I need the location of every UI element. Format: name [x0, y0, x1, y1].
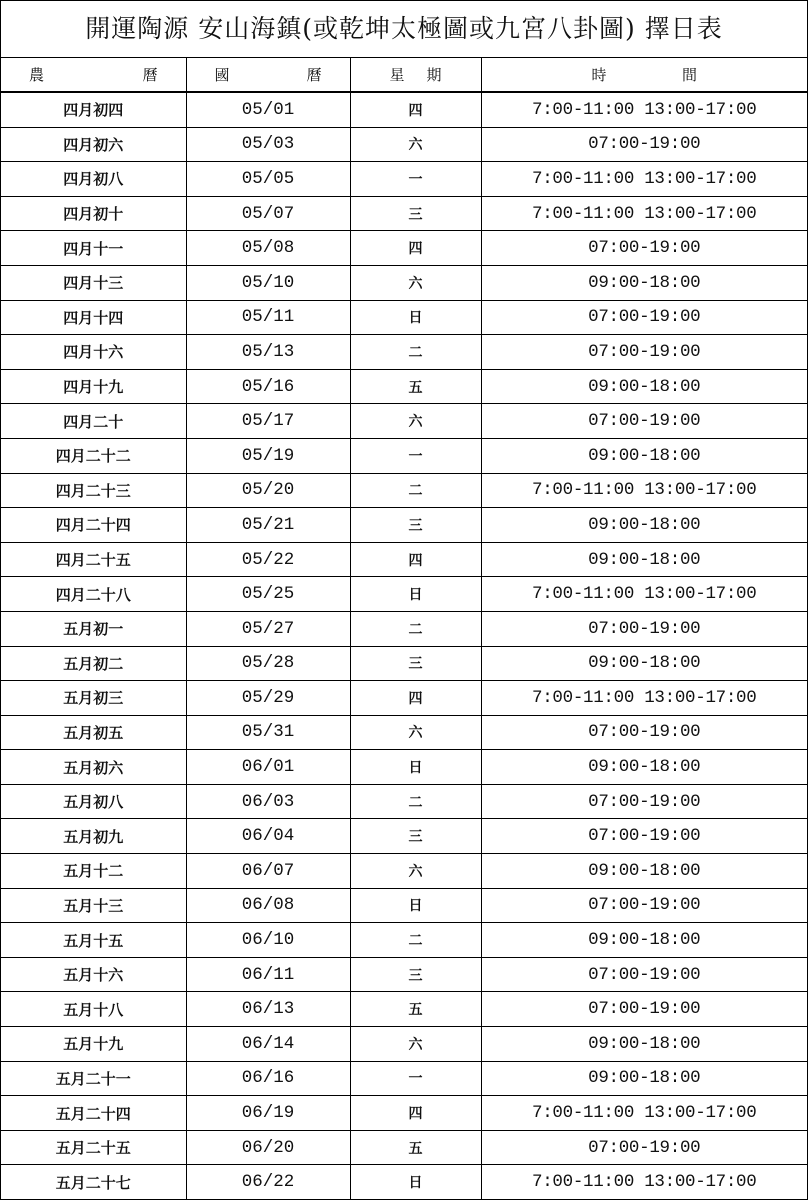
weekday-cell: 六 [350, 265, 481, 300]
lunar-date-cell: 四月十六 [1, 335, 186, 370]
lunar-date-cell: 五月二十四 [1, 1096, 186, 1131]
solar-date-cell: 05/27 [186, 611, 350, 646]
lunar-date-cell: 四月二十 [1, 404, 186, 439]
table-row [1, 265, 807, 300]
lunar-date-cell: 五月初三 [1, 681, 186, 716]
header-solar-char-1: 國 [214, 66, 230, 84]
time-cell: 07:00-19:00 [481, 300, 807, 335]
header-row [1, 58, 807, 92]
solar-date-cell: 06/19 [186, 1096, 350, 1131]
table-row [1, 92, 807, 127]
table-row [1, 404, 807, 439]
time-cell: 07:00-19:00 [481, 1130, 807, 1165]
table-row [1, 473, 807, 508]
solar-date-cell: 05/22 [186, 542, 350, 577]
weekday-cell: 四 [350, 231, 481, 266]
weekday-cell: 二 [350, 784, 481, 819]
time-cell: 09:00-18:00 [481, 646, 807, 681]
table-row [1, 992, 807, 1027]
table-row [1, 784, 807, 819]
time-cell: 07:00-19:00 [481, 715, 807, 750]
solar-date-cell: 05/25 [186, 577, 350, 612]
time-cell: 09:00-18:00 [481, 1061, 807, 1096]
solar-date-cell: 06/11 [186, 957, 350, 992]
weekday-cell: 日 [350, 300, 481, 335]
weekday-cell: 一 [350, 438, 481, 473]
solar-date-cell: 06/20 [186, 1130, 350, 1165]
lunar-date-cell: 四月二十八 [1, 577, 186, 612]
weekday-cell: 六 [350, 854, 481, 889]
lunar-date-cell: 四月十九 [1, 369, 186, 404]
header-solar-date [186, 58, 350, 92]
solar-date-cell: 05/05 [186, 162, 350, 197]
weekday-cell: 五 [350, 1130, 481, 1165]
lunar-date-cell: 五月十九 [1, 1027, 186, 1062]
weekday-cell: 三 [350, 196, 481, 231]
table-row [1, 1130, 807, 1165]
lunar-date-cell: 四月初十 [1, 196, 186, 231]
lunar-date-cell: 五月初一 [1, 611, 186, 646]
time-cell: 09:00-18:00 [481, 508, 807, 543]
weekday-cell: 二 [350, 335, 481, 370]
auspicious-date-table [1, 58, 807, 1200]
lunar-date-cell: 四月二十四 [1, 508, 186, 543]
lunar-date-cell: 四月十四 [1, 300, 186, 335]
weekday-cell: 三 [350, 508, 481, 543]
lunar-date-cell: 四月初四 [1, 92, 186, 127]
table-row [1, 1096, 807, 1131]
lunar-date-cell: 五月二十五 [1, 1130, 186, 1165]
solar-date-cell: 05/11 [186, 300, 350, 335]
table-row [1, 854, 807, 889]
table-row [1, 923, 807, 958]
header-time-char-2: 間 [681, 66, 697, 84]
time-cell: 09:00-18:00 [481, 369, 807, 404]
lunar-date-cell: 五月十二 [1, 854, 186, 889]
table-row [1, 127, 807, 162]
weekday-cell: 二 [350, 611, 481, 646]
solar-date-cell: 06/07 [186, 854, 350, 889]
lunar-date-cell: 五月二十七 [1, 1165, 186, 1200]
lunar-date-cell: 五月初六 [1, 750, 186, 785]
solar-date-cell: 06/01 [186, 750, 350, 785]
table-row [1, 646, 807, 681]
lunar-date-cell: 五月十六 [1, 957, 186, 992]
solar-date-cell: 06/08 [186, 888, 350, 923]
time-cell: 07:00-19:00 [481, 127, 807, 162]
lunar-date-cell: 四月二十五 [1, 542, 186, 577]
header-lunar-char-1: 農 [29, 66, 45, 84]
time-cell: 07:00-19:00 [481, 992, 807, 1027]
solar-date-cell: 05/29 [186, 681, 350, 716]
header-weekday [350, 58, 481, 92]
time-cell: 7:00-11:00 13:00-17:00 [481, 1096, 807, 1131]
header-weekday-char-2: 期 [426, 66, 442, 84]
time-cell: 09:00-18:00 [481, 1027, 807, 1062]
weekday-cell: 六 [350, 404, 481, 439]
time-cell: 07:00-19:00 [481, 784, 807, 819]
lunar-date-cell: 四月十三 [1, 265, 186, 300]
time-cell: 09:00-18:00 [481, 542, 807, 577]
solar-date-cell: 05/20 [186, 473, 350, 508]
solar-date-cell: 05/08 [186, 231, 350, 266]
weekday-cell: 三 [350, 819, 481, 854]
solar-date-cell: 06/14 [186, 1027, 350, 1062]
time-cell: 07:00-19:00 [481, 335, 807, 370]
solar-date-cell: 05/13 [186, 335, 350, 370]
table-row [1, 162, 807, 197]
table-row [1, 750, 807, 785]
weekday-cell: 三 [350, 646, 481, 681]
lunar-date-cell: 四月初八 [1, 162, 186, 197]
table-row [1, 196, 807, 231]
weekday-cell: 日 [350, 1165, 481, 1200]
header-solar-char-2: 曆 [306, 66, 322, 84]
page-title: 開運陶源 安山海鎮(或乾坤太極圖或九宮八卦圖) 擇日表 [1, 0, 807, 58]
table-row [1, 681, 807, 716]
lunar-date-cell: 四月十一 [1, 231, 186, 266]
weekday-cell: 二 [350, 923, 481, 958]
lunar-date-cell: 四月二十三 [1, 473, 186, 508]
time-cell: 07:00-19:00 [481, 611, 807, 646]
lunar-date-cell: 四月初六 [1, 127, 186, 162]
table-row [1, 300, 807, 335]
time-cell: 07:00-19:00 [481, 888, 807, 923]
time-cell: 09:00-18:00 [481, 265, 807, 300]
lunar-date-cell: 五月十五 [1, 923, 186, 958]
solar-date-cell: 06/03 [186, 784, 350, 819]
header-lunar-char-2: 曆 [142, 66, 158, 84]
weekday-cell: 四 [350, 92, 481, 127]
solar-date-cell: 05/01 [186, 92, 350, 127]
header-time-char-1: 時 [591, 66, 607, 84]
table-row [1, 957, 807, 992]
lunar-date-cell: 五月十八 [1, 992, 186, 1027]
table-row [1, 1165, 807, 1200]
solar-date-cell: 05/17 [186, 404, 350, 439]
table-row [1, 888, 807, 923]
table-row [1, 1061, 807, 1096]
solar-date-cell: 05/16 [186, 369, 350, 404]
solar-date-cell: 05/21 [186, 508, 350, 543]
table-row [1, 1027, 807, 1062]
table-row [1, 819, 807, 854]
solar-date-cell: 06/22 [186, 1165, 350, 1200]
time-cell: 07:00-19:00 [481, 819, 807, 854]
time-cell: 09:00-18:00 [481, 854, 807, 889]
solar-date-cell: 05/03 [186, 127, 350, 162]
table-row [1, 369, 807, 404]
solar-date-cell: 06/13 [186, 992, 350, 1027]
weekday-cell: 日 [350, 577, 481, 612]
time-cell: 7:00-11:00 13:00-17:00 [481, 577, 807, 612]
lunar-date-cell: 五月二十一 [1, 1061, 186, 1096]
weekday-cell: 六 [350, 715, 481, 750]
weekday-cell: 四 [350, 1096, 481, 1131]
time-cell: 7:00-11:00 13:00-17:00 [481, 1165, 807, 1200]
header-time [481, 58, 807, 92]
solar-date-cell: 05/10 [186, 265, 350, 300]
solar-date-cell: 06/16 [186, 1061, 350, 1096]
time-cell: 09:00-18:00 [481, 923, 807, 958]
time-cell: 7:00-11:00 13:00-17:00 [481, 473, 807, 508]
time-cell: 07:00-19:00 [481, 404, 807, 439]
lunar-date-cell: 五月初五 [1, 715, 186, 750]
header-lunar-date [1, 58, 186, 92]
table-row [1, 508, 807, 543]
weekday-cell: 六 [350, 1027, 481, 1062]
table-row [1, 611, 807, 646]
weekday-cell: 日 [350, 750, 481, 785]
lunar-date-cell: 五月初八 [1, 784, 186, 819]
header-weekday-char-1: 星 [389, 66, 405, 84]
time-cell: 7:00-11:00 13:00-17:00 [481, 196, 807, 231]
lunar-date-cell: 五月初二 [1, 646, 186, 681]
weekday-cell: 日 [350, 888, 481, 923]
weekday-cell: 四 [350, 542, 481, 577]
table-row [1, 715, 807, 750]
weekday-cell: 一 [350, 162, 481, 197]
table-body [1, 92, 807, 1200]
table-row [1, 335, 807, 370]
table-row [1, 577, 807, 612]
weekday-cell: 五 [350, 369, 481, 404]
solar-date-cell: 05/31 [186, 715, 350, 750]
table-row [1, 438, 807, 473]
solar-date-cell: 05/07 [186, 196, 350, 231]
weekday-cell: 四 [350, 681, 481, 716]
time-cell: 09:00-18:00 [481, 750, 807, 785]
time-cell: 7:00-11:00 13:00-17:00 [481, 162, 807, 197]
weekday-cell: 一 [350, 1061, 481, 1096]
weekday-cell: 二 [350, 473, 481, 508]
table-row [1, 542, 807, 577]
solar-date-cell: 05/28 [186, 646, 350, 681]
time-cell: 7:00-11:00 13:00-17:00 [481, 92, 807, 127]
table-row [1, 231, 807, 266]
solar-date-cell: 06/10 [186, 923, 350, 958]
time-cell: 07:00-19:00 [481, 231, 807, 266]
solar-date-cell: 05/19 [186, 438, 350, 473]
lunar-date-cell: 五月十三 [1, 888, 186, 923]
lunar-date-cell: 四月二十二 [1, 438, 186, 473]
weekday-cell: 三 [350, 957, 481, 992]
time-cell: 07:00-19:00 [481, 957, 807, 992]
lunar-date-cell: 五月初九 [1, 819, 186, 854]
time-cell: 09:00-18:00 [481, 438, 807, 473]
weekday-cell: 五 [350, 992, 481, 1027]
solar-date-cell: 06/04 [186, 819, 350, 854]
time-cell: 7:00-11:00 13:00-17:00 [481, 681, 807, 716]
weekday-cell: 六 [350, 127, 481, 162]
